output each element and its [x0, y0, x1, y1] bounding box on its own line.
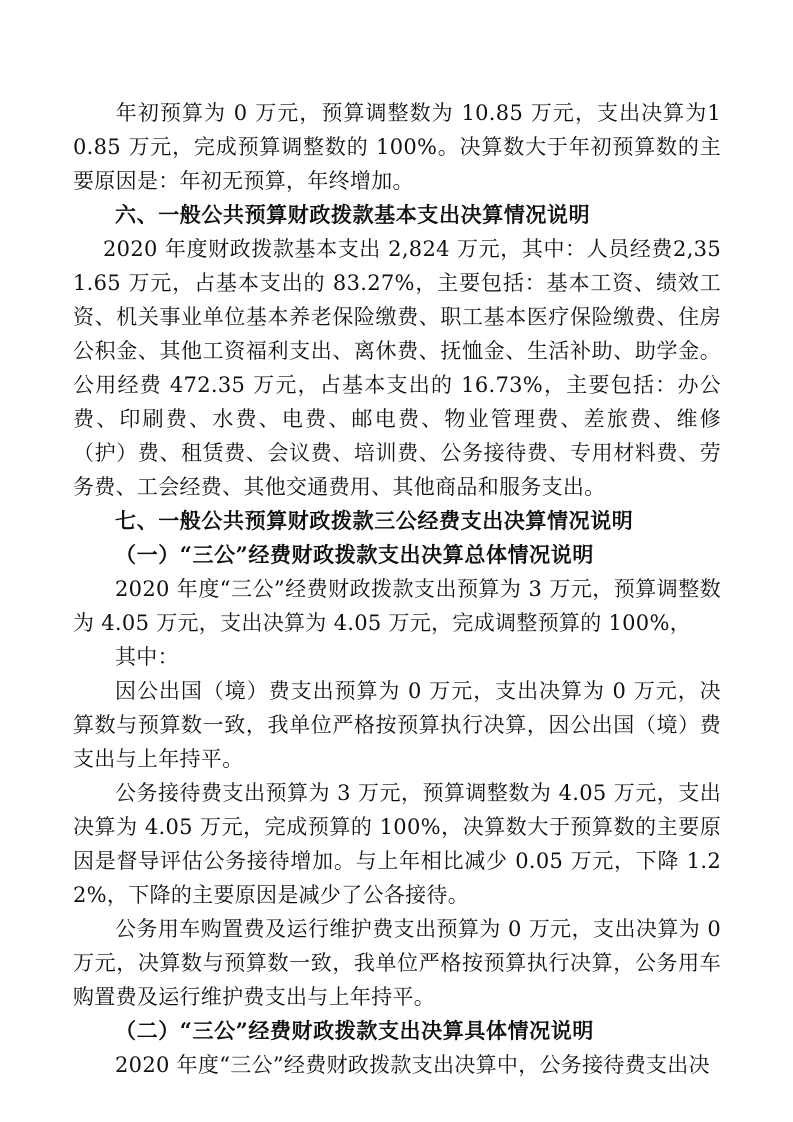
paragraph-official-reception: 公务接待费支出预算为 3 万元，预算调整数为 4.05 万元，支出决算为 4.05 万元，完成预算的 100%，决算数大于预算数的主要原因是督导评估公务接待增加。与上年相比减少 0.05 万元，下降 1.22%，下降的主要原因是减少了公各接待。 — [73, 781, 721, 907]
section-heading-7: 七、一般公共预算财政拨款三公经费支出决算情况说明 — [115, 508, 634, 533]
paragraph-basic-expenditure: 2020 年度财政拨款基本支出 2,824 万元，其中：人员经费2,351.65 万元，占基本支出的 83.27%，主要包括：基本工资、绩效工资、机关事业单位基本养老保险缴费、职工基本医疗保险缴费、住房公积金、其他工资福利支出、离休费、抚恤金、生活补助、助学金。公用经费 472.35 万元，占基本支出的 16.73%，主要包括：办公费、印刷费、水费、电费、邮电费、物业管理费、差旅费、维修（护）费、租赁费、会议费、培训费、公务接待费、专用材料费、劳务费、工会经费、其他交通费用、其他商品和服务支出。 — [73, 237, 721, 499]
paragraph-three-public-detail: 2020 年度“三公”经费财政拨款支出决算中，公务接待费支出决 — [115, 1053, 710, 1077]
paragraph-official-vehicle: 公务用车购置费及运行维护费支出预算为 0 万元，支出决算为 0万元，决算数与预算数一致，我单位严格按预算执行决算，公务用车购置费及运行维护费支出与上年持平。 — [73, 917, 721, 1009]
paragraph-budget-adjustment — [73, 96, 721, 198]
subsection-heading-7-1: （一）“三公”经费财政拨款支出决算总体情况说明 — [115, 542, 594, 567]
paragraph-three-public-total: 2020 年度“三公”经费财政拨款支出预算为 3 万元，预算调整数为 4.05 万元，支出决算为 4.05 万元，完成调整预算的 100%， — [73, 577, 721, 635]
paragraph-overseas-travel: 因公出国（境）费支出预算为 0 万元，支出决算为 0 万元，决算数与预算数一致，我单位严格按预算执行决算，因公出国（境）费支出与上年持平。 — [73, 679, 721, 771]
subsection-heading-7-2: （二）“三公”经费财政拨款支出决算具体情况说明 — [115, 1018, 594, 1043]
section-heading-6: 六、一般公共预算财政拨款基本支出决算情况说明 — [115, 202, 591, 227]
paragraph-among-them: 其中： — [115, 645, 179, 669]
paragraph-text: 年初预算为 0 万元，预算调整数为 10.85 万元，支出决算为10.85 万元，完成预算调整数的 100%。决算数大于年初预算数的主要原因是：年初无预算，年终增加。 — [73, 101, 721, 193]
